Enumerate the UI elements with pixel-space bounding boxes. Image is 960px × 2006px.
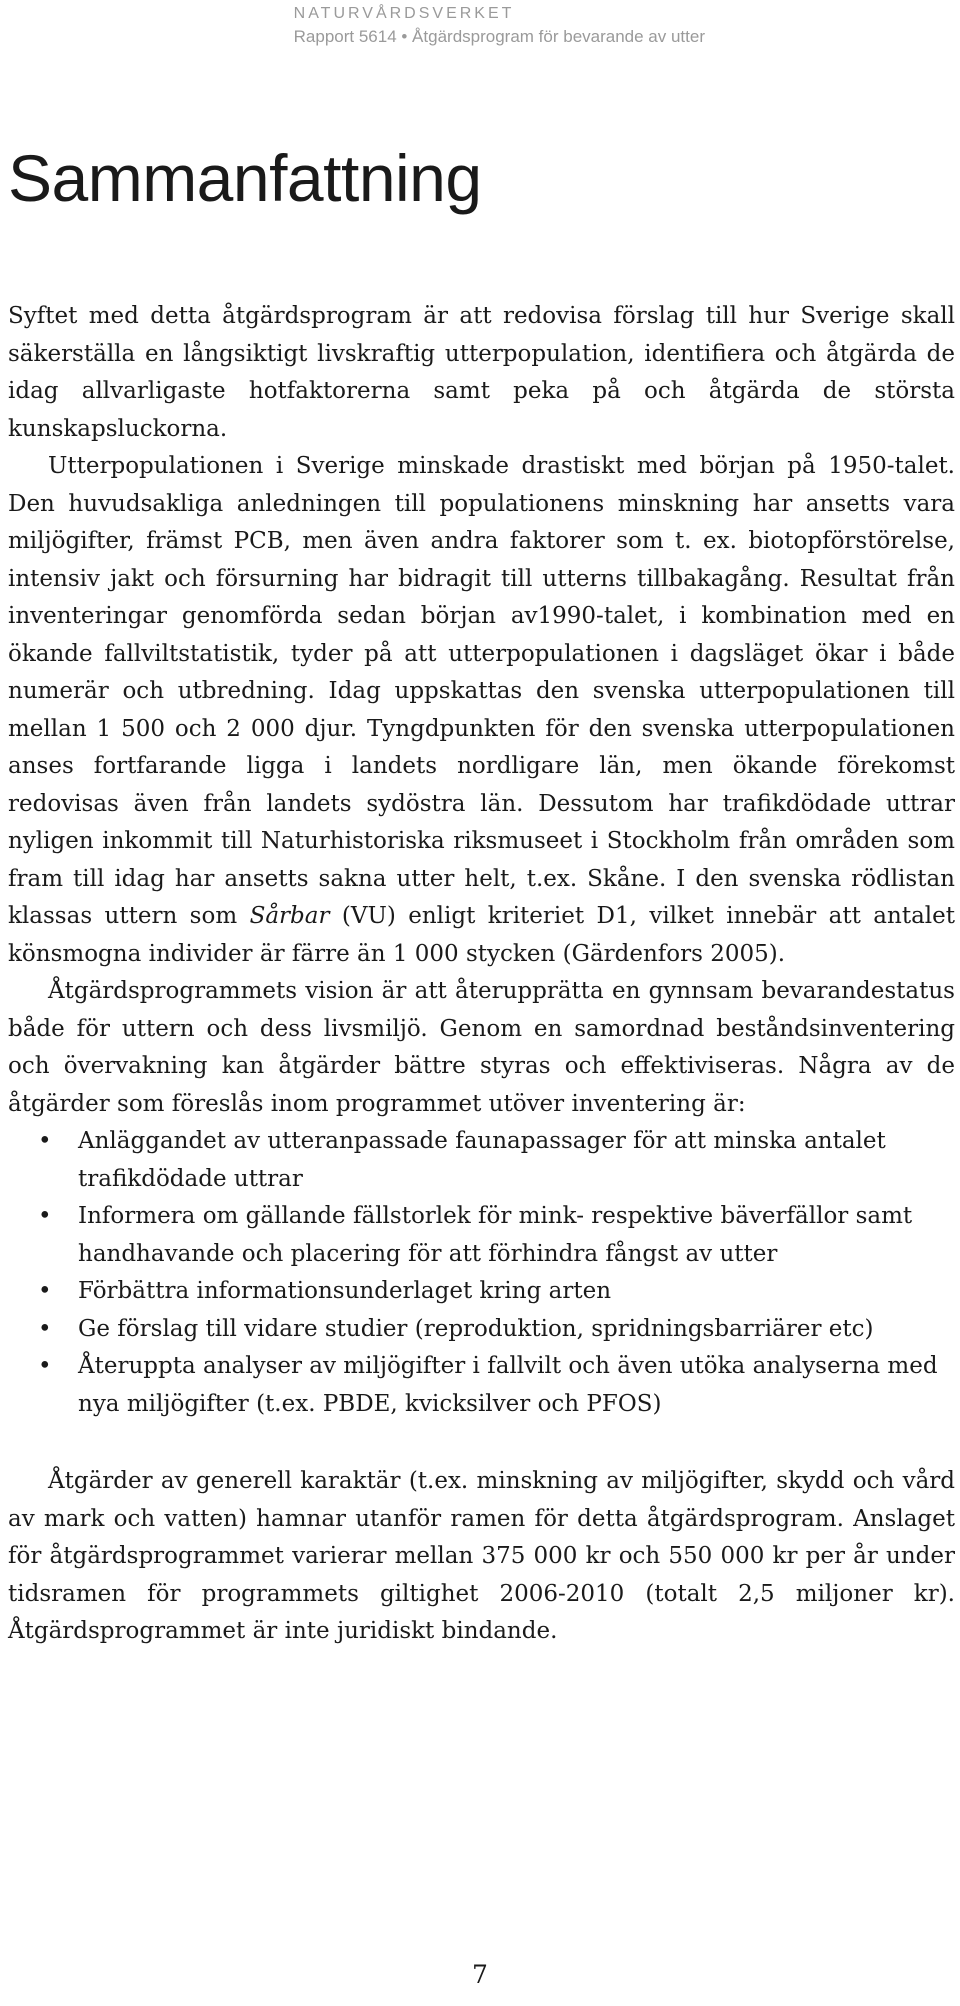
paragraph-population-text-end: (VU) enligt kriteriet D1, vilket innebär att antalet könsmogna individer är färre än 1 000 stycken (Gärdenfors 2005). <box>8 903 955 967</box>
paragraph-vision: Åtgärdsprogrammets vision är att återupprätta en gynnsam bevarandestatus både för uttern och dess livsmiljö. Genom en samordnad beståndsinventering och övervakning kan åtgärder bättre styras och effektiviseras. Några av de åtgärder som föreslås inom programmet utöver inventering är: <box>8 978 955 1117</box>
list-item-text: Informera om gällande fällstorlek för mink- respektive bäverfällor samt handhavande och placering för att förhindra fångst av utter <box>78 1203 913 1267</box>
header-report-title: Rapport 5614 • Åtgärdsprogram för bevarande av utter <box>293 27 705 46</box>
paragraph-funding: Åtgärder av generell karaktär (t.ex. minskning av miljögifter, skydd och vård av mark och vatten) hamnar utanför ramen för detta åtgärdsprogram. Anslaget för åtgärdsprogrammet varierar mellan 375 000 kr och 550 000 kr per år under tidsramen för programmets giltighet 2006-2010 (totalt 2,5 miljoner kr). Åtgärdsprogrammet är inte juridiskt bindande. <box>8 1468 955 1644</box>
bullet-marker: • <box>38 1315 52 1342</box>
list-item <box>8 1123 955 1198</box>
list-item <box>8 1273 955 1311</box>
paragraph-population <box>8 448 955 973</box>
header-publisher: NATURVÅRDSVERKET <box>293 5 515 22</box>
redlist-category: Sårbar <box>249 903 330 929</box>
list-item-text: Förbättra informationsunderlaget kring arten <box>78 1278 612 1304</box>
bullet-marker: • <box>38 1353 52 1379</box>
list-item <box>8 1348 955 1423</box>
section-spacer <box>8 1423 955 1463</box>
measures-list <box>8 1123 955 1423</box>
list-item <box>8 1311 955 1349</box>
bullet-marker: • <box>38 1278 52 1304</box>
summary-body <box>8 298 955 1651</box>
list-item-text: Återuppta analyser av miljögifter i fallvilt och även utöka analyserna med nya miljögifter (t.ex. PBDE, kvicksilver och PFOS) <box>78 1353 938 1417</box>
list-item-text: Anläggandet av utteranpassade faunapassager för att minska antalet trafikdödade uttrar <box>78 1128 886 1192</box>
running-header <box>294 2 705 49</box>
list-item <box>8 1198 955 1273</box>
paragraph-purpose: Syftet med detta åtgärdsprogram är att redovisa förslag till hur Sverige skall säkerställa en långsiktigt livskraftig utterpopulation, identifiera och åtgärda de idag allvarligaste hotfaktorerna samt peka på och åtgärda de största kunskapsluckorna. <box>8 303 955 442</box>
paragraph-population-text: Utterpopulationen i Sverige minskade drastiskt med början på 1950-talet. Den huvudsakliga anledningen till populationens minskning har ansetts vara miljögifter, främst PCB, men även andra faktorer som t. ex. biotopförstörelse, intensiv jakt och försurning har bidragit till utterns tillbakagång. Resultat från inventeringar genomförda sedan början av1990-talet, i kombination med en ökande fallviltstatistik, tyder på att utterpopulationen i dagsläget ökar i både numerär och utbredning. Idag uppskattas den svenska utterpopulationen till mellan 1 500 och 2 000 djur. Tyngdpunkten för den svenska utterpopulationen anses fortfarande ligga i landets nordligare län, men ökande förekomst redovisas även från landets sydöstra län. Dessutom har trafikdödade uttrar nyligen inkommit till Naturhistoriska riksmuseet i Stockholm från områden som fram till idag har ansetts sakna utter helt, t.ex. Skåne. I den svenska rödlistan klassas uttern som <box>8 453 955 929</box>
page-title: Sammanfattning <box>8 141 482 215</box>
bullet-marker: • <box>38 1203 52 1229</box>
page-number: 7 <box>472 1960 488 1989</box>
bullet-marker: • <box>38 1128 52 1154</box>
list-item-text: Ge förslag till vidare studier (reproduktion, spridningsbarriärer etc) <box>78 1315 874 1342</box>
